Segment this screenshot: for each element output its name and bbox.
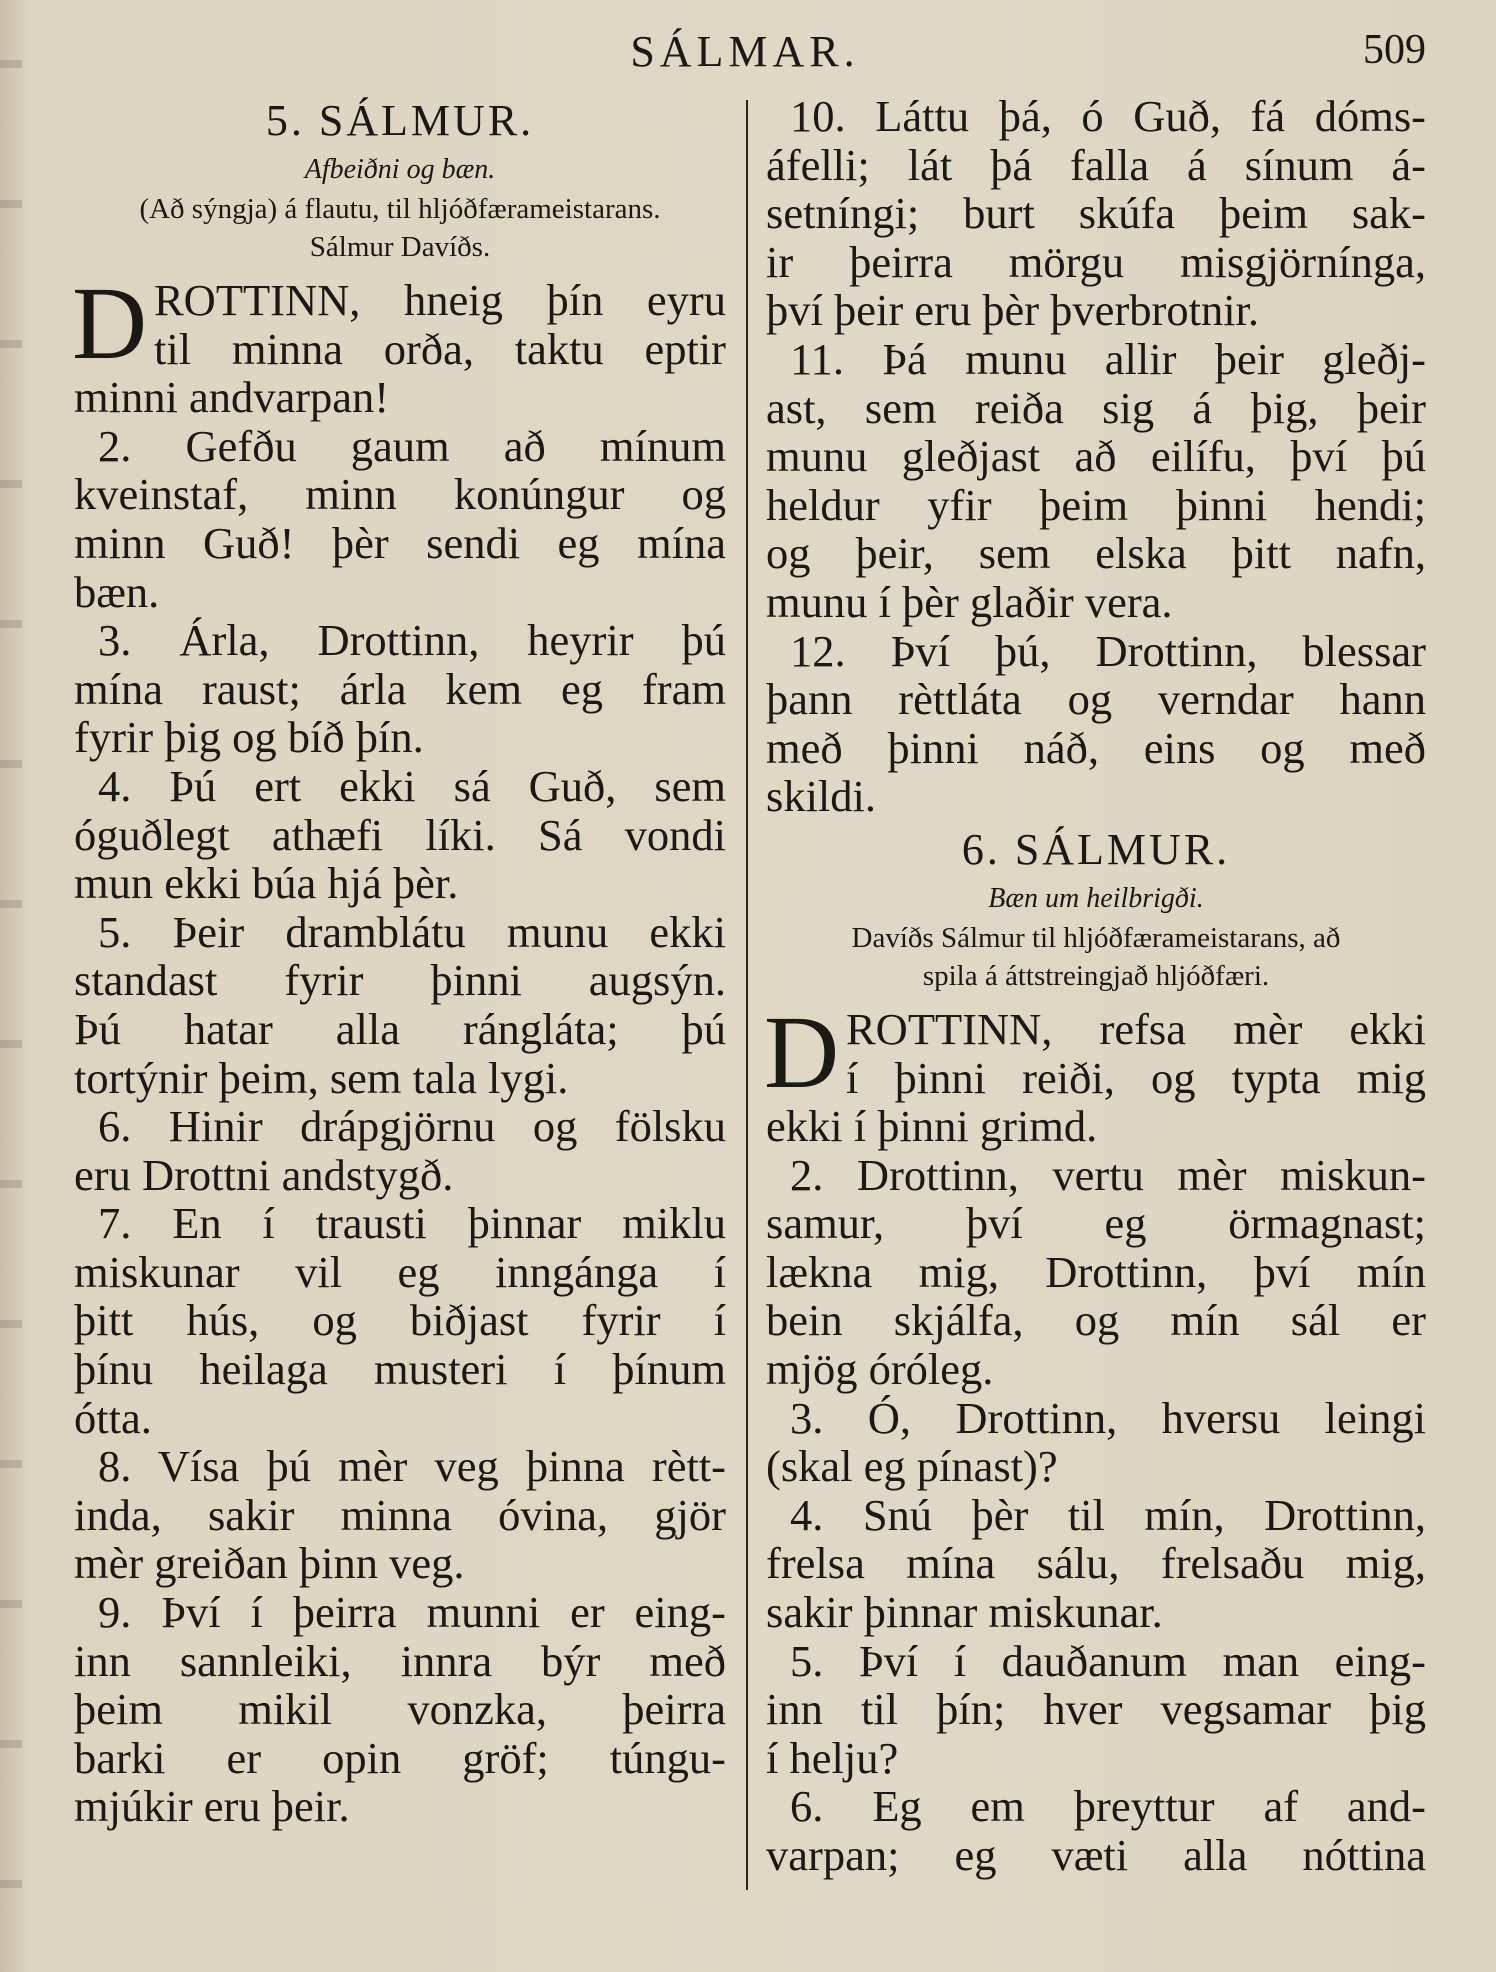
text-line: ROTTINN, refsa mèr ekki	[846, 1003, 1426, 1054]
text-line: lækna mig, Drottinn, því mín	[766, 1246, 1426, 1297]
verse-line: 3. Ó, Drottinn, hversu leingi	[790, 1392, 1426, 1443]
text-line: (skal eg pínast)?	[766, 1441, 1058, 1492]
text-line: þeim mikil vonzka, þeirra	[74, 1684, 726, 1735]
verse-line: 4. Þú ert ekki sá Guð, sem	[98, 760, 726, 811]
verse-line: 2. Drottinn, vertu mèr miskun-	[790, 1149, 1426, 1200]
text-line: í þinni reiði, og typta mig	[846, 1052, 1426, 1103]
page-gutter	[0, 0, 22, 1972]
drop-cap: D	[72, 266, 148, 381]
text-line: kveinstaf, minn konúngur og	[74, 469, 726, 520]
text-line: samur, því eg örmagnast;	[766, 1198, 1426, 1249]
text-line: því þeir eru þèr þverbrotnir.	[766, 285, 1260, 336]
right-column	[766, 92, 1426, 1880]
verse-line: 7. En í trausti þinnar miklu	[98, 1198, 726, 1249]
text-line: í helju?	[766, 1732, 899, 1783]
verse-line: 6. Eg em þreyttur af and-	[790, 1781, 1426, 1832]
text-line: bæn.	[74, 566, 160, 617]
psalm-5-title: 5. SÁLMUR.	[265, 96, 535, 145]
text-line: áfelli; lát þá falla á sínum á-	[766, 139, 1426, 190]
text-line: minn Guð! þèr sendi eg mína	[74, 517, 726, 568]
psalm-5-superscription-line: (Að sýngja) á flautu, til hljóðfærameistarans.	[139, 193, 661, 225]
psalm-6-superscription-line: spila á áttstreingjað hljóðfæri.	[922, 959, 1270, 992]
text-line: ekki í þinni grimd.	[766, 1101, 1098, 1152]
text-line: ir þeirra mörgu misgjörnínga,	[766, 236, 1426, 287]
running-title: SÁLMAR.	[630, 27, 860, 76]
text-line: fyrir þig og bíð þín.	[74, 712, 424, 763]
verse-line: 5. Þeir dramblátu munu ekki	[98, 906, 726, 957]
verse-line: 8. Vísa þú mèr veg þinna rètt-	[98, 1441, 726, 1492]
verse-line: 9. Því í þeirra munni er eing-	[98, 1587, 726, 1638]
text-line: þínu heilaga musteri í þínum	[74, 1344, 726, 1395]
text-line: Þú hatar alla rángláta; þú	[74, 1003, 726, 1054]
page-header	[0, 22, 1496, 82]
text-line: óguðlegt athæfi líki. Sá vondi	[74, 809, 726, 860]
column-divider	[746, 100, 748, 1890]
text-line: ROTTINN, hneig þín eyru	[154, 275, 726, 325]
text-line: inn til þín; hver vegsamar þig	[766, 1684, 1426, 1735]
text-line: munu í þèr glaðir vera.	[766, 576, 1173, 627]
text-line: miskunar vil eg inngánga í	[74, 1246, 726, 1297]
text-line: ast, sem reiða sig á þig, þeir	[766, 382, 1426, 433]
text-line: barki er opin gröf; túngu-	[74, 1732, 726, 1783]
text-line: þann rèttláta og verndar hann	[766, 674, 1426, 725]
text-line: mèr greiðan þinn veg.	[74, 1538, 465, 1589]
verse-line: 5. Því í dauðanum man eing-	[790, 1635, 1426, 1686]
verse-line: 12. Því þú, Drottinn, blessar	[790, 625, 1426, 676]
text-line: munu gleðjast að eilífu, því þú	[766, 431, 1426, 482]
page-number: 509	[1363, 27, 1426, 73]
text-line: mjúkir eru þeir.	[74, 1781, 350, 1832]
text-line: minni andvarpan!	[74, 372, 390, 423]
psalm-6-title: 6. SÁLMUR.	[961, 824, 1231, 874]
text-line: þitt hús, og biðjast fyrir í	[74, 1295, 726, 1346]
psalm-5-superscription-line: Sálmur Davíðs.	[309, 231, 491, 263]
text-line: með þinni náð, eins og með	[766, 722, 1426, 773]
psalm-6-superscription-line: Davíðs Sálmur til hljóðfærameistarans, að	[851, 921, 1341, 954]
text-line: inn sannleiki, innra býr með	[74, 1635, 726, 1686]
left-column	[74, 92, 726, 1831]
text-line: bein skjálfa, og mín sál er	[766, 1295, 1426, 1346]
text-line: inda, sakir minna óvina, gjör	[74, 1489, 726, 1540]
verse-line: 3. Árla, Drottinn, heyrir þú	[98, 615, 726, 666]
text-line: og þeir, sem elska þitt nafn,	[766, 528, 1426, 579]
text-line: mína raust; árla kem eg fram	[74, 663, 726, 714]
text-line: varpan; eg væti alla nóttina	[766, 1830, 1426, 1880]
text-line: tortýnir þeim, sem tala lygi.	[74, 1052, 569, 1103]
text-line: mun ekki búa hjá þèr.	[74, 858, 459, 909]
drop-cap: D	[764, 994, 840, 1110]
verse-line: 4. Snú þèr til mín, Drottinn,	[790, 1489, 1426, 1540]
text-line: ótta.	[74, 1392, 152, 1443]
text-line: heldur yfir þeim þinni hendi;	[766, 479, 1426, 530]
verse-line: 10. Láttu þá, ó Guð, fá dóms-	[790, 91, 1426, 141]
text-line: eru Drottni andstygð.	[74, 1149, 454, 1200]
text-line: frelsa mína sálu, frelsaðu mig,	[766, 1538, 1426, 1589]
psalm-6-subtitle: Bæn um heilbrigði.	[988, 882, 1204, 914]
text-line: til minna orða, taktu eptir	[154, 323, 726, 374]
verse-line: 11. Þá munu allir þeir gleðj-	[790, 333, 1426, 384]
verse-line: 6. Hinir drápgjörnu og fölsku	[98, 1101, 726, 1152]
text-line: skildi.	[766, 771, 877, 822]
psalm-5-opening	[72, 266, 726, 381]
psalm-5-subtitle: Afbeiðni og bæn.	[304, 154, 496, 185]
verse-line: 2. Gefðu gaum að mínum	[98, 420, 726, 471]
psalm-6-opening	[764, 994, 1426, 1110]
text-line: standast fyrir þinni augsýn.	[74, 955, 726, 1006]
text-line: setníngi; burt skúfa þeim sak-	[766, 188, 1426, 239]
text-line: mjög óróleg.	[766, 1344, 994, 1395]
text-line: sakir þinnar miskunar.	[766, 1587, 1163, 1638]
